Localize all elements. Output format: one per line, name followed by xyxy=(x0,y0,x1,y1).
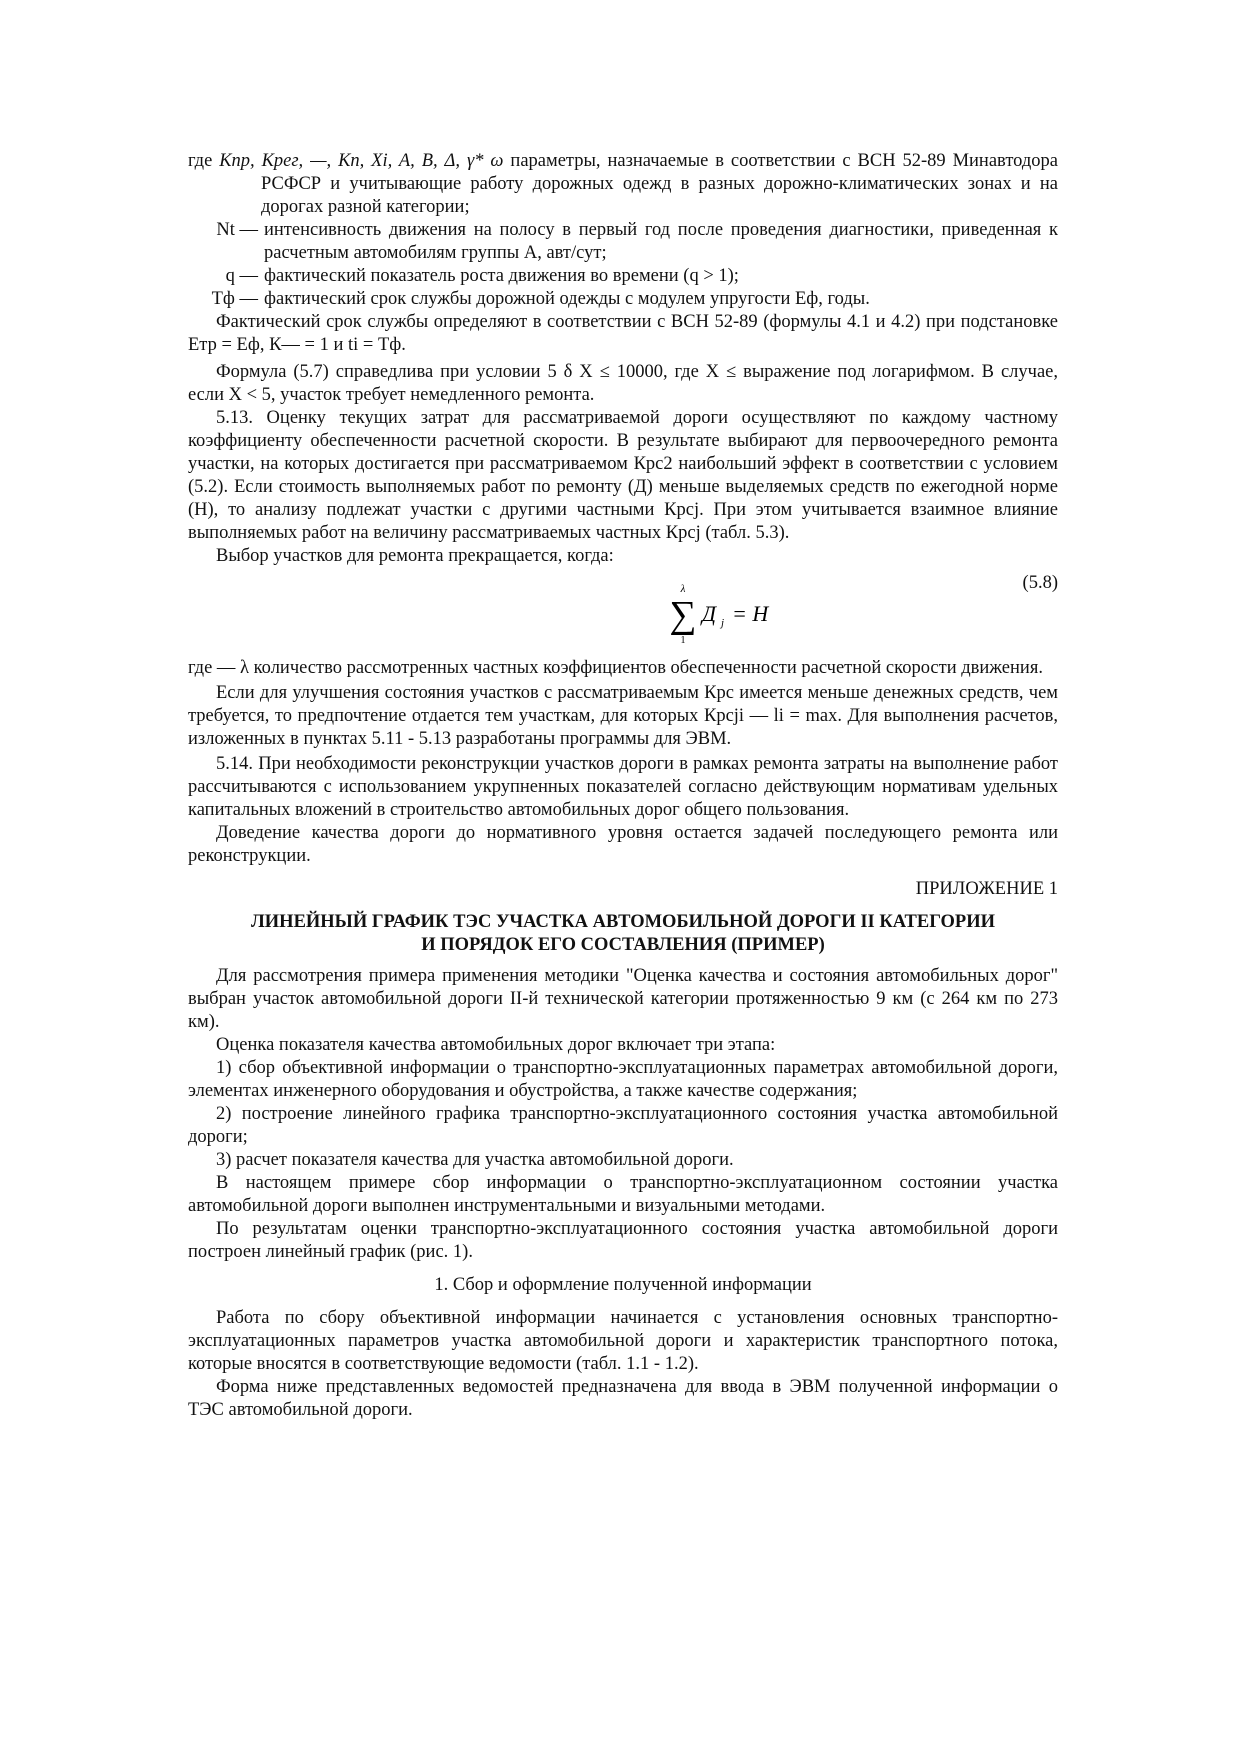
formula-term: Д xyxy=(702,601,716,626)
tf-description: фактический срок службы дорожной одежды с модулем упругости Еф, годы. xyxy=(264,289,870,309)
paragraph-5-14: 5.14. При необходимости реконструкции участков дороги в рамках ремонта затраты на выполнение работ рассчитываются с использованием укрупненных показателей согласно действующим нормативам удельных капитальных вложений в строительство автомобильных дорог общего пользования. xyxy=(188,754,1058,820)
q-definition xyxy=(188,265,1058,288)
parameters-definition xyxy=(188,150,1058,219)
appendix-stage-2: 2) построение линейного графика транспортно-эксплуатационного состояния участка автомобильной дороги; xyxy=(188,1104,1058,1147)
q-description: фактический показатель роста движения во времени (q > 1); xyxy=(264,266,739,286)
tf-symbol: Tф — xyxy=(211,289,258,309)
appendix-paragraph-graph: По результатам оценки транспортно-эксплуатационного состояния участка автомобильной дороги построен линейный график (рис. 1). xyxy=(188,1219,1058,1262)
formula-term-index: j xyxy=(721,617,725,629)
formula-svg xyxy=(666,579,806,649)
section-paragraph-forms: Форма ниже представленных ведомостей предназначена для ввода в ЭВМ полученной информации о ТЭС автомобильной дороги. xyxy=(188,1377,1058,1420)
section-title: 1. Сбор и оформление полученной информации xyxy=(434,1275,812,1295)
appendix-label: ПРИЛОЖЕНИЕ 1 xyxy=(915,879,1058,899)
sum-lower-limit: 1 xyxy=(680,635,686,646)
tf-definition xyxy=(188,288,1058,311)
appendix-paragraph-example: Для рассмотрения примера применения методики "Оценка качества и состояния автомобильных дорог" выбран участок автомобильной дороги II-й технической категории протяженностью 9 км (с 264 км по 273 км). xyxy=(188,966,1058,1032)
appendix-stage-1: 1) сбор объективной информации о транспортно-эксплуатационных параметрах автомобильной дороги, элементах инженерного оборудования и обустройства, а также качестве содержания; xyxy=(188,1058,1058,1101)
formula-rhs: = Н xyxy=(732,601,769,626)
nt-symbol: Nt — xyxy=(216,220,258,240)
paragraph-insufficient-funds: Если для улучшения состояния участков с рассматриваемым Крс имеется меньше денежных средств, чем требуется, то предпочтение отдается тем участкам, для которых Крсji — li = max. Для выполнения расчетов, изложенных в пунктах 5.11 - 5.13 разработаны программы для ЭВМ. xyxy=(188,683,1058,749)
document-page xyxy=(188,150,1058,1422)
sum-sign: ∑ xyxy=(669,594,697,636)
paragraph-selection-stop: Выбор участков для ремонта прекращается, когда: xyxy=(216,546,614,566)
sum-upper-limit: λ xyxy=(680,583,686,595)
parameter-symbols: Кпр, Крег, —, Кп, Xi, A, B, Δ, γ* ω xyxy=(219,151,504,171)
q-symbol: q — xyxy=(225,266,258,286)
paragraph-service-life: Фактический срок службы определяют в соответствии с ВСН 52-89 (формулы 4.1 и 4.2) при подстановке Етр = Еф, К— = 1 и ti = Тф. xyxy=(188,312,1058,355)
nt-description: интенсивность движения на полосу в первый год после проведения диагностики, приведенная к расчетным автомобилям группы А, авт/сут; xyxy=(264,220,1058,263)
paragraph-formula-condition: Формула (5.7) справедлива при условии 5 δ X ≤ 10000, где X ≤ выражение под логарифмом. В случае, если X < 5, участок требует немедленного ремонта. xyxy=(188,362,1058,405)
lambda-definition: где — λ количество рассмотренных частных коэффициентов обеспеченности расчетной скорости движения. xyxy=(188,658,1043,678)
appendix-paragraph-methods: В настоящем примере сбор информации о транспортно-эксплуатационном состоянии участка автомобильной дороги выполнен инструментальными и визуальными методами. xyxy=(188,1173,1058,1216)
parameters-description: параметры, назначаемые в соответствии с ВСН 52-89 Минавтодора РСФСР и учитывающие работу дорожных одежд в разных дорожно-климатических зонах и на дорогах разной категории; xyxy=(261,151,1058,217)
appendix-title xyxy=(188,911,1058,957)
section-paragraph-collection: Работа по сбору объективной информации начинается с установления основных транспортно-эксплуатационных параметров участка автомобильной дороги и характеристик транспортного потока, которые вносятся в соответствующие ведомости (табл. 1.1 - 1.2). xyxy=(188,1308,1058,1374)
appendix-paragraph-stages: Оценка показателя качества автомобильных дорог включает три этапа: xyxy=(216,1035,776,1055)
appendix-title-line-2: И ПОРЯДОК ЕГО СОСТАВЛЕНИЯ (ПРИМЕР) xyxy=(421,935,825,955)
where-label: где xyxy=(188,151,220,171)
paragraph-5-13: 5.13. Оценку текущих затрат для рассматриваемой дороги осуществляют по каждому частному коэффициенту обеспеченности расчетной скорости. В результате выбирают для первоочередного ремонта участки, на которых достигается при рассматриваемом Крс2 наибольший эффект в соответствии с условием (5.2). Если стоимость выполняемых работ по ремонту (Д) меньше выделяемых средств по ежегодной норме (Н), то анализу подлежат участки с другими частными Крсj. При этом учитывается взаимное влияние выполняемых работ на величину рассматриваемых частных Крсj (табл. 5.3). xyxy=(188,408,1058,543)
nt-definition xyxy=(188,219,1058,265)
appendix-stage-3: 3) расчет показателя качества для участка автомобильной дороги. xyxy=(216,1150,734,1170)
appendix-title-line-1: ЛИНЕЙНЫЙ ГРАФИК ТЭС УЧАСТКА АВТОМОБИЛЬНОЙ ДОРОГИ II КАТЕГОРИИ xyxy=(251,912,995,932)
formula-number: (5.8) xyxy=(1022,573,1058,593)
paragraph-quality-target: Доведение качества дороги до нормативного уровня остается задачей последующего ремонта или реконструкции. xyxy=(188,823,1058,866)
